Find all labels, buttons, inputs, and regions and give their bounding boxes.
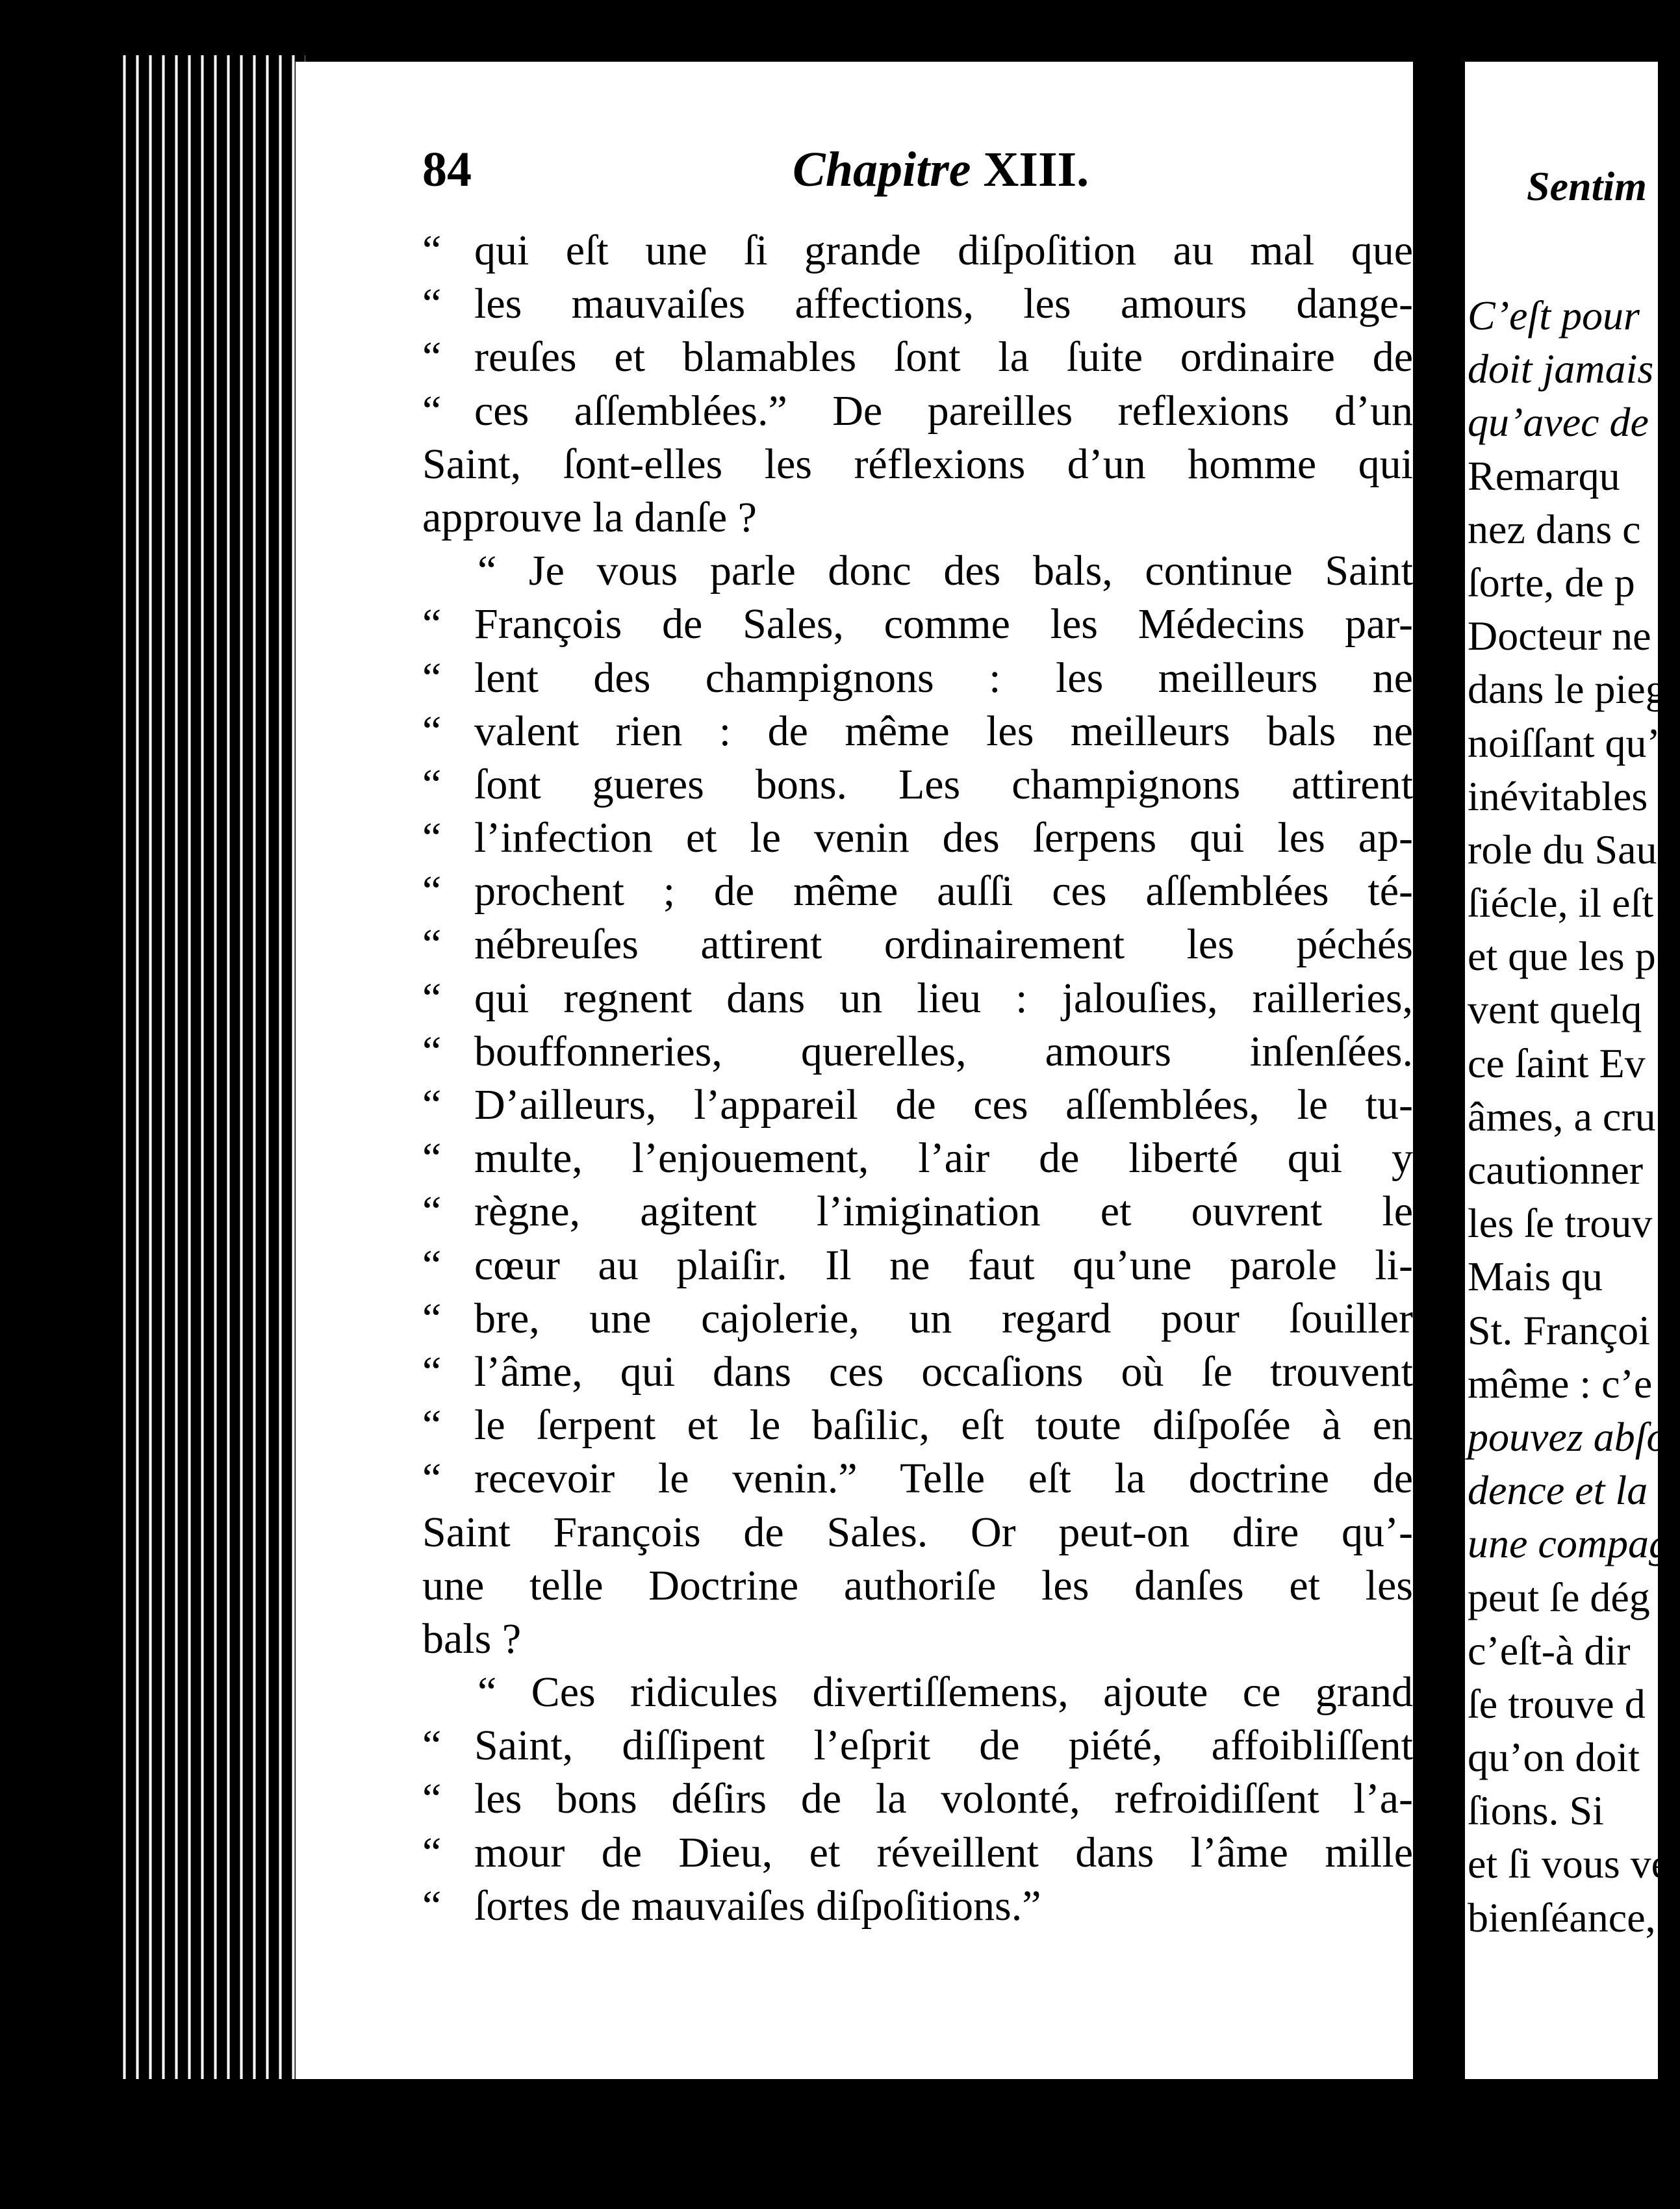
line-text: lent des champignons : les meilleurs ne [474,654,1413,702]
right-page-line: une compag [1468,1520,1670,1567]
right-page-line: ſions. Si [1468,1787,1604,1834]
chapter-number: XIII. [983,142,1089,197]
text-line [422,544,1413,598]
text-line [422,1826,1413,1880]
quote-mark: “ [422,1722,442,1770]
right-page-line: les ſe trouv [1468,1200,1653,1247]
quote-mark: “ [422,974,442,1022]
page-edges [91,55,305,2079]
quote-mark: “ [422,1134,442,1182]
text-line [422,1399,1413,1452]
line-text: l’âme, qui dans ces occaſions où ſe trouvent [474,1347,1413,1396]
line-text: l’infection et le venin des ſerpens qui les ap- [474,814,1413,862]
right-page-line: dans le pieg [1468,666,1666,713]
page-number: 84 [422,142,472,197]
text-line [422,1132,1413,1185]
line-text: Saint, ſont-elles les réflexions d’un homme qui [422,440,1413,488]
right-page-line: âmes, a cru [1468,1093,1656,1140]
text-line [422,1239,1413,1292]
right-page-line: peut ſe dég [1468,1574,1650,1620]
line-text: Saint, diſſipent l’eſprit de piété, affoibliſſent [474,1722,1413,1770]
right-page-line: C’eſt pour [1468,292,1640,338]
line-text: recevoir le venin.” Telle eſt la doctrine de [474,1455,1413,1503]
line-text: bre, une cajolerie, un regard pour ſouiller [474,1294,1413,1342]
line-text: bouffonneries, querelles, amours inſenſées. [474,1027,1413,1075]
right-page-line: Remarqu [1468,452,1620,499]
right-page-line: St. Françoi [1468,1307,1650,1353]
line-text: qui regnent dans un lieu : jalouſies, railleries, [474,974,1413,1022]
right-page-line: vent quelq [1468,986,1642,1033]
quote-mark: “ [422,227,442,274]
quote-mark: “ [422,921,442,969]
text-line [422,1719,1413,1772]
text-line [422,1559,1413,1613]
body-text [422,224,1413,1933]
right-page-line: ſorte, de p [1468,559,1635,606]
right-page-line: ſe trouve d [1468,1680,1646,1727]
line-text: D’ailleurs, l’appareil de ces aſſemblées, le tu- [474,1081,1413,1129]
right-page-line: qu’avec de g [1468,399,1680,446]
quote-mark: “ [422,1775,442,1823]
line-text: “ Ces ridicules divertiſſemens, ajoute ce grand [477,1668,1413,1717]
right-page-line: Docteur ne [1468,613,1651,659]
text-line [422,972,1413,1025]
line-text: cœur au plaiſir. Il ne faut qu’une parole li- [474,1241,1413,1289]
line-text: bals ? [422,1615,522,1663]
text-line [422,705,1413,758]
running-head [793,142,1089,198]
text-line [422,1025,1413,1079]
running-head-word: Chapitre [793,142,971,197]
text-line [422,491,1413,544]
text-line [422,811,1413,865]
quote-mark: “ [422,1241,442,1289]
quote-mark: “ [422,1401,442,1449]
right-page-line: nez dans c [1468,505,1641,552]
line-text: qui eſt une ſi grande diſpoſition au mal que [474,227,1413,274]
line-text: Saint François de Sales. Or peut-on dire qu’- [422,1508,1413,1556]
text-line [422,331,1413,384]
line-text: multe, l’enjouement, l’air de liberté qui y [474,1134,1413,1182]
line-text: ſont gueres bons. Les champignons attirent [474,760,1413,808]
text-line [422,598,1413,651]
line-text: valent rien : de même les meilleurs bals ne [474,707,1413,755]
text-line [422,1079,1413,1132]
right-page-line: doit jamais ſ [1468,346,1676,392]
line-text: approuve la danſe ? [422,493,757,541]
text-line [422,224,1413,277]
line-text: prochent ; de même auſſi ces aſſemblées té- [474,867,1413,915]
text-line [422,438,1413,491]
line-text: les bons déſirs de la volonté, refroidiſſent l’a- [474,1775,1413,1823]
line-text: François de Sales, comme les Médecins par- [474,600,1413,648]
text-line [422,1506,1413,1559]
quote-mark: “ [422,1882,442,1930]
right-running-head: Sentim [1527,163,1647,209]
line-text: une telle Doctrine authoriſe les danſes et les [422,1561,1413,1609]
right-page-line: ſiécle, il eſt [1468,880,1654,926]
right-page-line: et ſi vous ve [1468,1841,1670,1887]
text-line [422,865,1413,918]
quote-mark: “ [422,707,442,755]
book-gutter [1413,0,1465,2209]
right-page-line: Mais qu [1468,1253,1603,1300]
right-page-line: même : c’e [1468,1360,1653,1407]
quote-mark: “ [422,333,442,381]
quote-mark: “ [422,1455,442,1503]
right-page-line: bienſéance, [1468,1894,1656,1941]
quote-mark: “ [422,1294,442,1342]
scan-border [0,2079,1658,2209]
line-text: le ſerpent et le baſilic, eſt toute diſpoſée à en [474,1401,1413,1449]
text-line [422,277,1413,331]
text-line [422,1772,1413,1826]
text-line [422,1185,1413,1238]
quote-mark: “ [422,867,442,915]
quote-mark: “ [422,1081,442,1129]
right-page-fragment [1465,62,1680,2079]
right-page-line: qu’on doit [1468,1734,1640,1781]
line-text: “ Je vous parle donc des bals, continue Saint [477,547,1413,595]
quote-mark: “ [422,760,442,808]
quote-mark: “ [422,1347,442,1396]
quote-mark: “ [422,654,442,702]
line-text: nébreuſes attirent ordinairement les péchés [474,921,1413,969]
text-line [422,652,1413,705]
text-line [422,1880,1413,1933]
line-text: mour de Dieu, et réveillent dans l’âme mille [474,1828,1413,1876]
text-line [422,1666,1413,1719]
right-page-line: et que les p [1468,933,1656,980]
right-page-line: inévitables [1468,773,1648,819]
line-text: reuſes et blamables ſont la ſuite ordinaire de [474,333,1413,381]
text-line [422,1292,1413,1346]
line-text: les mauvaiſes affections, les amours dange- [474,280,1413,328]
quote-mark: “ [422,1828,442,1876]
text-line [422,758,1413,811]
right-page-line: dence et la d [1468,1467,1679,1514]
line-text: ces aſſemblées.” De pareilles reflexions d’un [474,387,1413,435]
page-header [422,142,1397,200]
right-page-line: role du Sau [1468,826,1657,873]
line-text: ſortes de mauvaiſes diſpoſitions.” [474,1882,1041,1930]
right-page-line: noiſſant qu’ [1468,719,1661,766]
right-page-line: cautionner [1468,1147,1644,1193]
book-spine-shadow [91,55,114,2079]
quote-mark: “ [422,387,442,435]
quote-mark: “ [422,814,442,862]
text-line [422,918,1413,971]
text-line [422,1452,1413,1505]
text-line [422,1346,1413,1399]
right-page-line: ce ſaint Ev [1468,1040,1646,1086]
quote-mark: “ [422,1027,442,1075]
quote-mark: “ [422,600,442,648]
right-page-line: c’eſt-à dir [1468,1627,1631,1674]
text-line [422,1613,1413,1666]
text-line [422,385,1413,438]
line-text: règne, agitent l’imigination et ouvrent le [474,1188,1413,1236]
quote-mark: “ [422,280,442,328]
right-page-text [1465,289,1680,1945]
quote-mark: “ [422,1188,442,1236]
right-page-line: pouvez abſo [1468,1413,1668,1460]
